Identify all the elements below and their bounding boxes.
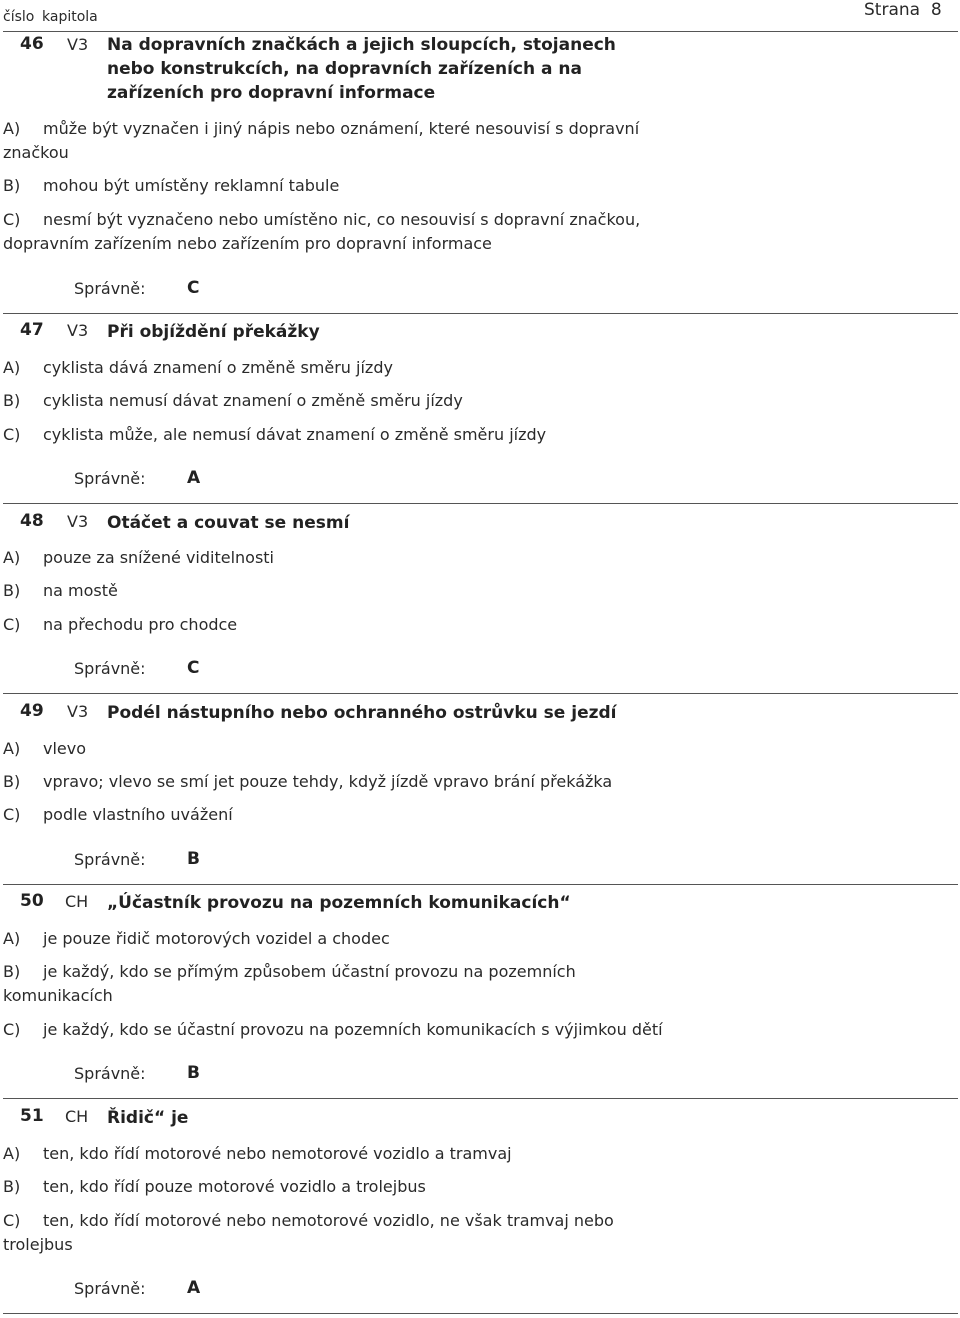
page-label: Strana [864, 0, 921, 20]
answer-text: pouze za snížené viditelnosti [43, 548, 274, 567]
answer-letter: C) [3, 805, 21, 824]
answer-text: cyklista nemusí dávat znamení o změně směru jízdy [43, 391, 463, 410]
answer-b[interactable] [3, 1175, 426, 1199]
correct-label: Správně: [74, 279, 146, 298]
question-category: CH [65, 1107, 89, 1126]
answer-text: cyklista může, ale nemusí dávat znamení o změně směru jízdy [43, 425, 547, 444]
answer-a[interactable] [3, 117, 643, 165]
answer-text: ten, kdo řídí pouze motorové vozidlo a trolejbus [43, 1177, 426, 1196]
question-number: 50 [20, 891, 44, 911]
question-category: V3 [67, 35, 89, 54]
answer-a[interactable] [3, 356, 393, 380]
answer-c[interactable] [3, 1209, 643, 1257]
answer-a[interactable] [3, 737, 86, 761]
question-text: Při objíždění překážky [107, 322, 320, 342]
question-text: Otáčet a couvat se nesmí [107, 513, 350, 533]
correct-answer: B [187, 1063, 200, 1083]
question-category: V3 [67, 321, 89, 340]
answer-letter: B) [3, 962, 21, 981]
answer-letter: A) [3, 548, 21, 567]
correct-label: Správně: [74, 1279, 146, 1298]
answer-text: vpravo; vlevo se smí jet pouze tehdy, když jízdě vpravo brání překážka [43, 772, 613, 791]
question-divider [3, 884, 958, 885]
answer-c[interactable] [3, 208, 653, 256]
answer-b[interactable] [3, 579, 118, 603]
answer-c[interactable] [3, 613, 237, 637]
answer-letter: C) [3, 210, 21, 229]
answer-text: je pouze řidič motorových vozidel a chodec [43, 929, 390, 948]
question-number: 48 [20, 511, 44, 531]
answer-c[interactable] [3, 1018, 663, 1042]
question-number: 47 [20, 320, 44, 340]
question-divider [3, 1313, 958, 1314]
answer-text: může být vyznačen i jiný nápis nebo oznámení, které nesouvisí s dopravní značkou [3, 119, 640, 162]
question-number: 49 [20, 701, 44, 721]
correct-label: Správně: [74, 469, 146, 488]
correct-label: Správně: [74, 850, 146, 869]
question-divider [3, 1098, 958, 1099]
answer-letter: B) [3, 176, 21, 195]
answer-b[interactable] [3, 960, 603, 1008]
question-number: 46 [20, 34, 44, 54]
answer-b[interactable] [3, 389, 463, 413]
answer-letter: B) [3, 391, 21, 410]
answer-text: cyklista dává znamení o změně směru jízdy [43, 358, 393, 377]
answer-text: na přechodu pro chodce [43, 615, 238, 634]
question-text: Řidič“ je [107, 1108, 189, 1128]
answer-letter: C) [3, 1020, 21, 1039]
answer-a[interactable] [3, 1142, 512, 1166]
question-divider [3, 693, 958, 694]
answer-letter: A) [3, 929, 21, 948]
correct-label: Správně: [74, 659, 146, 678]
page-indicator [864, 0, 942, 20]
answer-letter: B) [3, 1177, 21, 1196]
answer-letter: A) [3, 358, 21, 377]
correct-answer: C [187, 278, 200, 298]
question-text: Na dopravních značkách a jejich sloupcích, stojanech nebo konstrukcích, na dopravních zařízeních a na zařízeních pro dopravní informace [107, 35, 616, 103]
answer-text: vlevo [43, 739, 87, 758]
answer-text: je každý, kdo se přímým způsobem účastní provozu na pozemních komunikacích [3, 962, 576, 1005]
answer-a[interactable] [3, 546, 274, 570]
answer-c[interactable] [3, 803, 233, 827]
question-category: CH [65, 892, 89, 911]
correct-answer: C [187, 658, 200, 678]
correct-answer: B [187, 849, 200, 869]
answer-b[interactable] [3, 770, 612, 794]
answer-letter: A) [3, 1144, 21, 1163]
correct-answer: A [187, 468, 201, 488]
answer-letter: B) [3, 772, 21, 791]
answer-letter: A) [3, 119, 21, 138]
answer-text: podle vlastního uvážení [43, 805, 233, 824]
answer-a[interactable] [3, 927, 390, 951]
question-text: Podél nástupního nebo ochranného ostrůvku se jezdí [107, 703, 617, 723]
header-chapter-label: kapitola [42, 9, 98, 25]
answer-c[interactable] [3, 423, 546, 447]
answer-letter: C) [3, 425, 21, 444]
header-number-label: číslo [3, 9, 35, 25]
answer-text: nesmí být vyznačeno nebo umístěno nic, co nesouvisí s dopravní značkou, dopravním zařízením nebo zařízením pro dopravní informace [3, 210, 641, 253]
answer-letter: C) [3, 615, 21, 634]
answer-b[interactable] [3, 174, 339, 198]
page-number: 8 [930, 0, 942, 20]
header-divider [3, 31, 958, 32]
answer-text: na mostě [43, 581, 118, 600]
answer-letter: C) [3, 1211, 21, 1230]
question-number: 51 [20, 1106, 44, 1126]
answer-letter: B) [3, 581, 21, 600]
question-text: „Účastník provozu na pozemních komunikacích“ [107, 893, 571, 913]
correct-answer: A [187, 1278, 201, 1298]
question-divider [3, 503, 958, 504]
answer-letter: A) [3, 739, 21, 758]
correct-label: Správně: [74, 1064, 146, 1083]
question-divider [3, 313, 958, 314]
answer-text: ten, kdo řídí motorové nebo nemotorové vozidlo, ne však tramvaj nebo trolejbus [3, 1211, 614, 1254]
question-category: V3 [67, 512, 89, 531]
answer-text: je každý, kdo se účastní provozu na pozemních komunikacích s výjimkou dětí [43, 1020, 663, 1039]
answer-text: mohou být umístěny reklamní tabule [43, 176, 340, 195]
answer-text: ten, kdo řídí motorové nebo nemotorové vozidlo a tramvaj [43, 1144, 512, 1163]
question-category: V3 [67, 702, 89, 721]
